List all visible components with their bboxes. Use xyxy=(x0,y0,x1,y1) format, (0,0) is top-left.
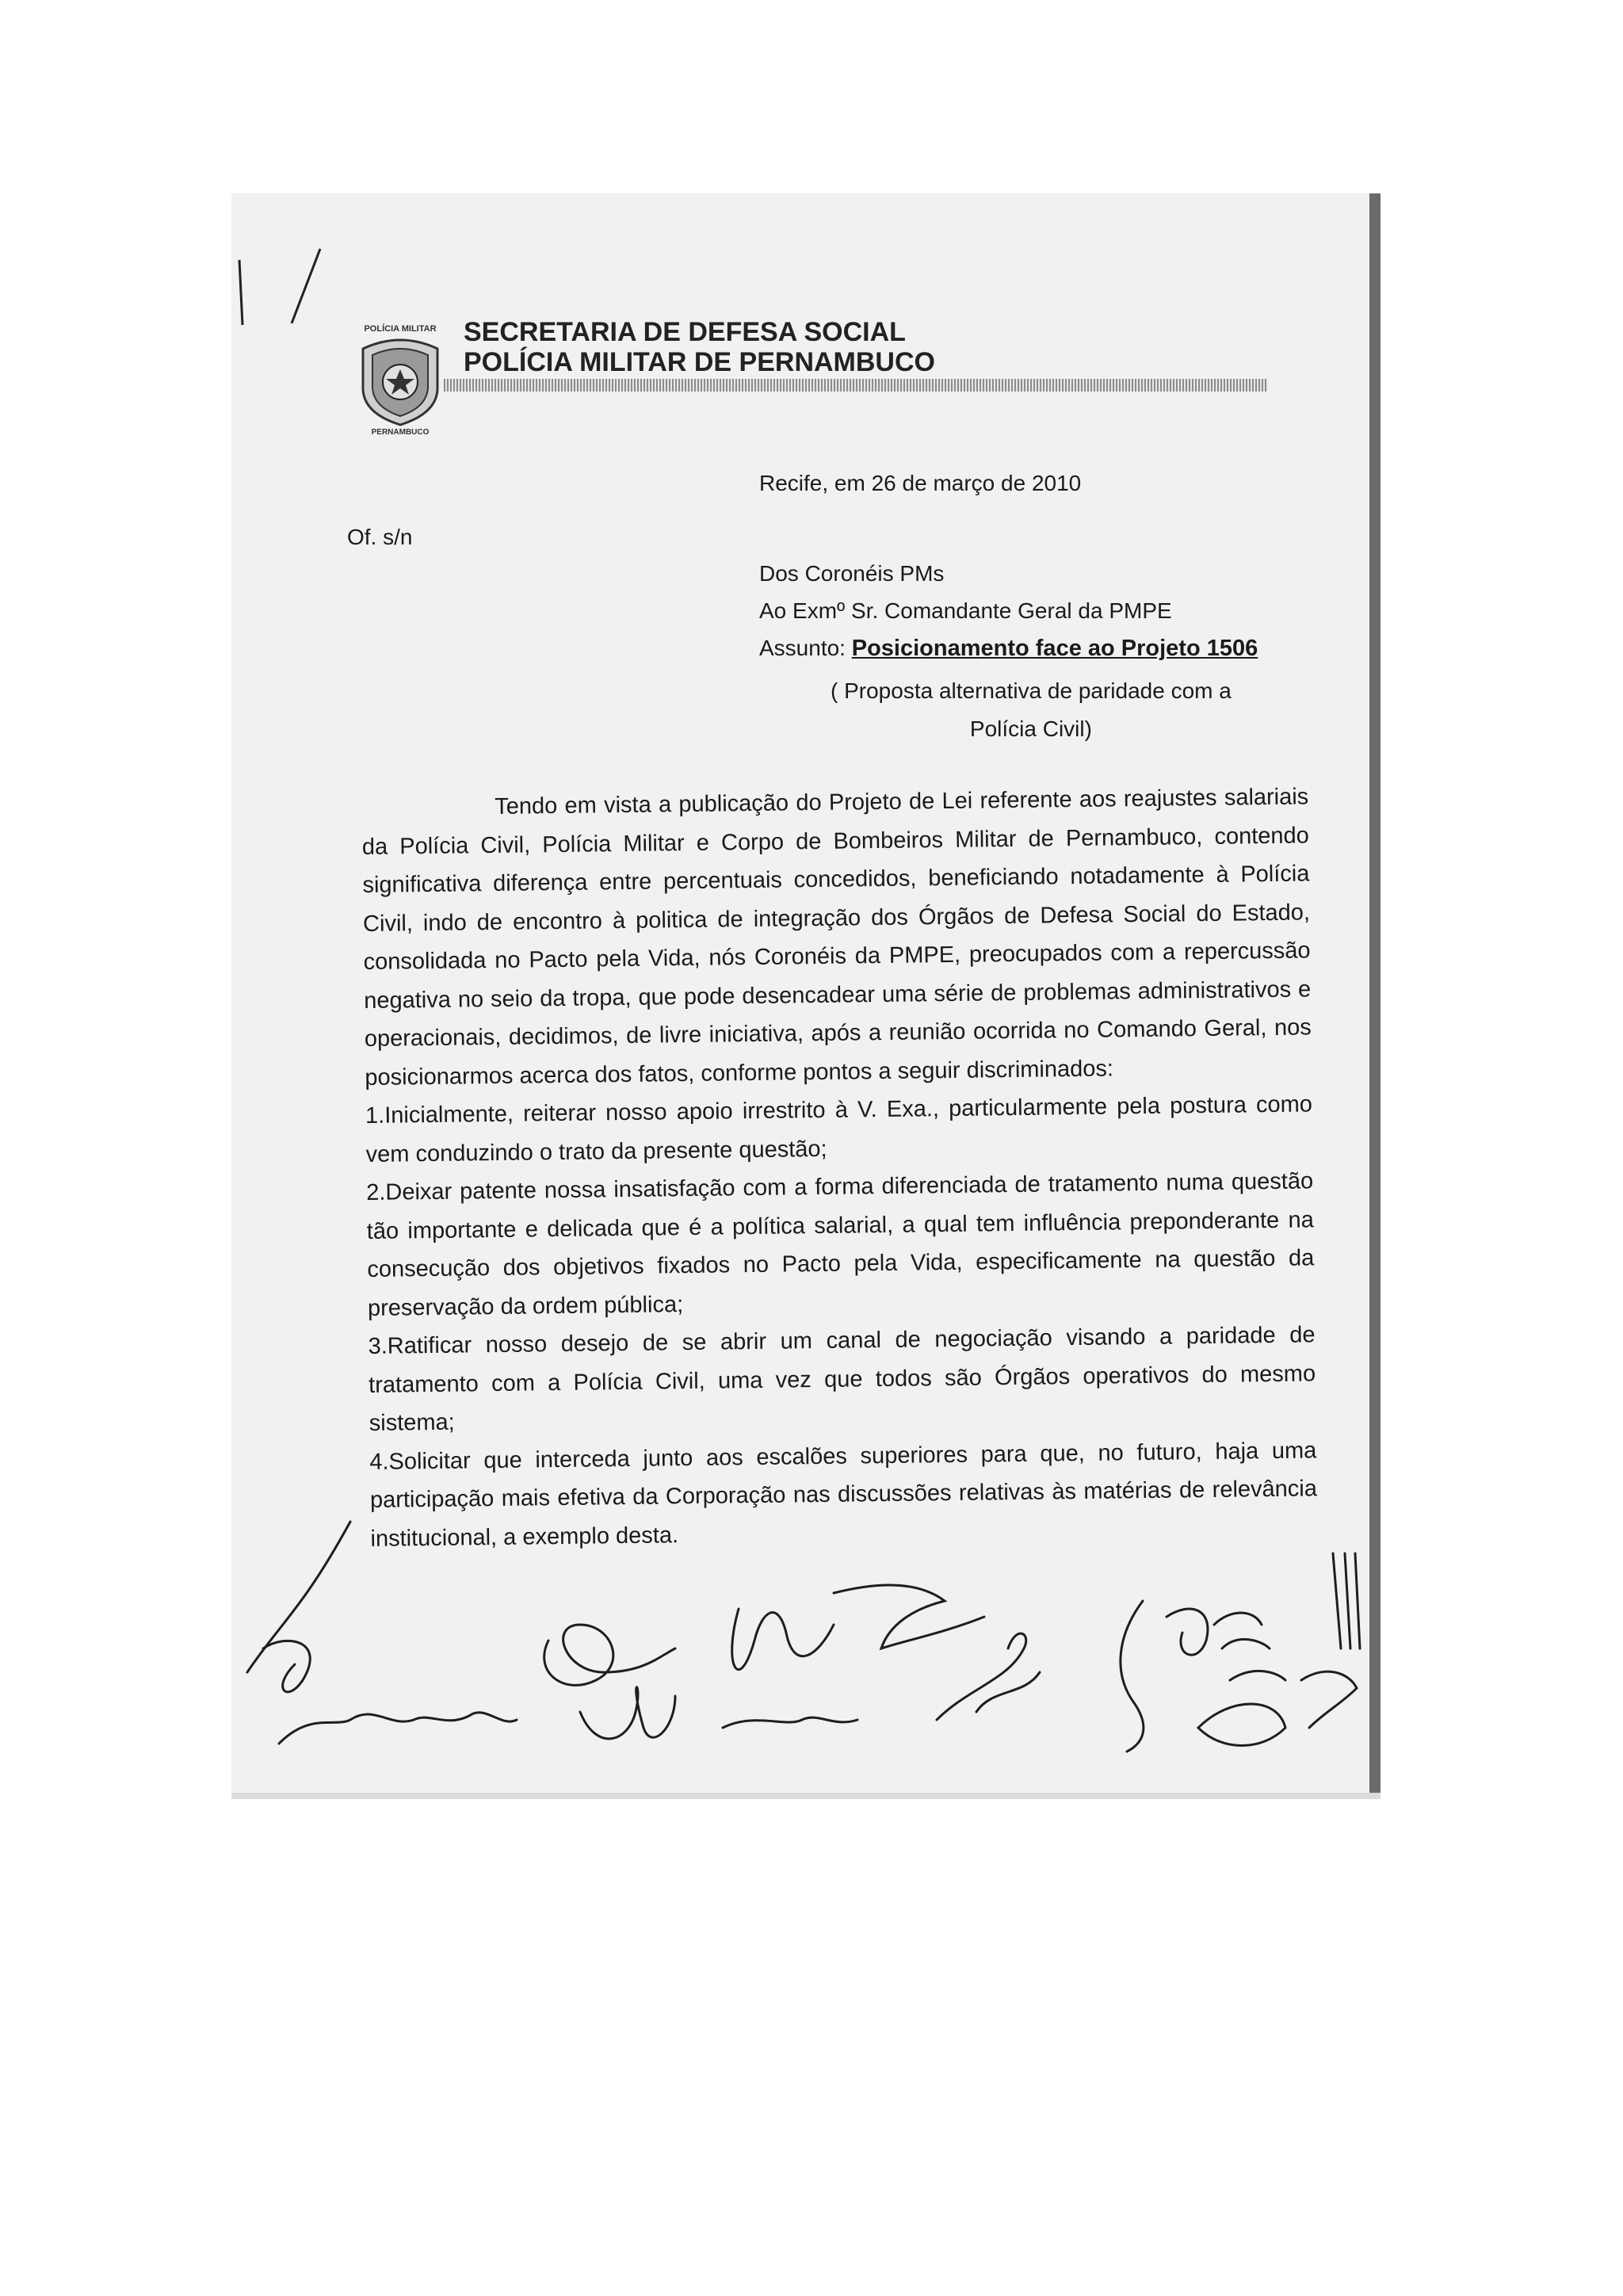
svg-text:PERNAMBUCO: PERNAMBUCO xyxy=(371,428,430,436)
body-item-1: 1.Inicialmente, reiterar nosso apoio irrestrito à V. Exa., particularmente pela postura como vem conduzindo o trato da presente questão; xyxy=(365,1091,1313,1167)
subject-title: Posicionamento face ao Projeto 1506 xyxy=(851,636,1258,661)
letter-body xyxy=(361,777,1318,1558)
header-line-2: POLÍCIA MILITAR DE PERNAMBUCO xyxy=(464,347,935,377)
subject-note xyxy=(831,672,1232,748)
subject-label: Assunto: xyxy=(759,636,846,660)
body-intro-paragraph: Tendo em vista a publicação do Projeto de Lei referente aos reajustes salariais da Polícia Civil, Polícia Militar e Corpo de Bombeiros Militar de Pernambuco, contendo significativa diferença entre percentuais concedidos, beneficiando notadamente à Polícia Civil, indo de encontro à politica de integração dos Órgãos de Defesa Social do Estado, consolidada no Pacto pela Vida, nós Coronéis da PMPE, preocupados com a repercussão negativa no seio da tropa, que pode desencadear uma série de problemas administrativos e operacionais, decidimos, de livre iniciativa, após a reunião ocorrida no Comando Geral, nos posicionarmos acerca dos fatos, conforme pontos a seguir discriminados: xyxy=(361,784,1312,1091)
svg-text:POLÍCIA MILITAR: POLÍCIA MILITAR xyxy=(364,324,437,334)
body-item-2: 2.Deixar patente nossa insatisfação com a forma diferenciada de tratamento numa questão tão importante e delicada que é a política salarial, a qual tem influência preponderante na consecução dos objetivos fixados no Pacto pela Vida, especificamente na questão da preservação da ordem pública; xyxy=(366,1168,1315,1321)
pmpe-shield-emblem-icon xyxy=(349,317,452,436)
page-bottom-edge xyxy=(231,1793,1381,1799)
letter-reference: Of. s/n xyxy=(347,525,413,549)
subject-note-line-1: ( Proposta alternativa de paridade com a xyxy=(831,678,1232,703)
letter-addressing xyxy=(759,555,1258,667)
letterhead-rule xyxy=(444,379,1268,392)
handwritten-signatures-icon xyxy=(231,1490,1381,1775)
letter-date: Recife, em 26 de março de 2010 xyxy=(759,471,1082,495)
letter-from: Dos Coronéis PMs xyxy=(759,561,945,586)
letter-to: Ao Exmº Sr. Comandante Geral da PMPE xyxy=(759,598,1172,623)
subject-note-line-2: Polícia Civil) xyxy=(969,716,1092,741)
body-item-4: 4.Solicitar que interceda junto aos escalões superiores para que, no futuro, haja uma participação mais efetiva da Corporação nas discussões relativas às matérias de relevância institucional, a exemplo desta. xyxy=(369,1437,1318,1552)
letter-subject-line xyxy=(759,629,1258,667)
handwritten-slash-mark-icon xyxy=(238,246,333,333)
header-line-1: SECRETARIA DE DEFESA SOCIAL xyxy=(464,317,906,347)
organization-name xyxy=(464,317,935,377)
body-item-3: 3.Ratificar nosso desejo de se abrir um canal de negociação visando a paridade de tratamento com a Polícia Civil, uma vez que todos são Órgãos operativos do mesmo sistema; xyxy=(368,1322,1316,1436)
